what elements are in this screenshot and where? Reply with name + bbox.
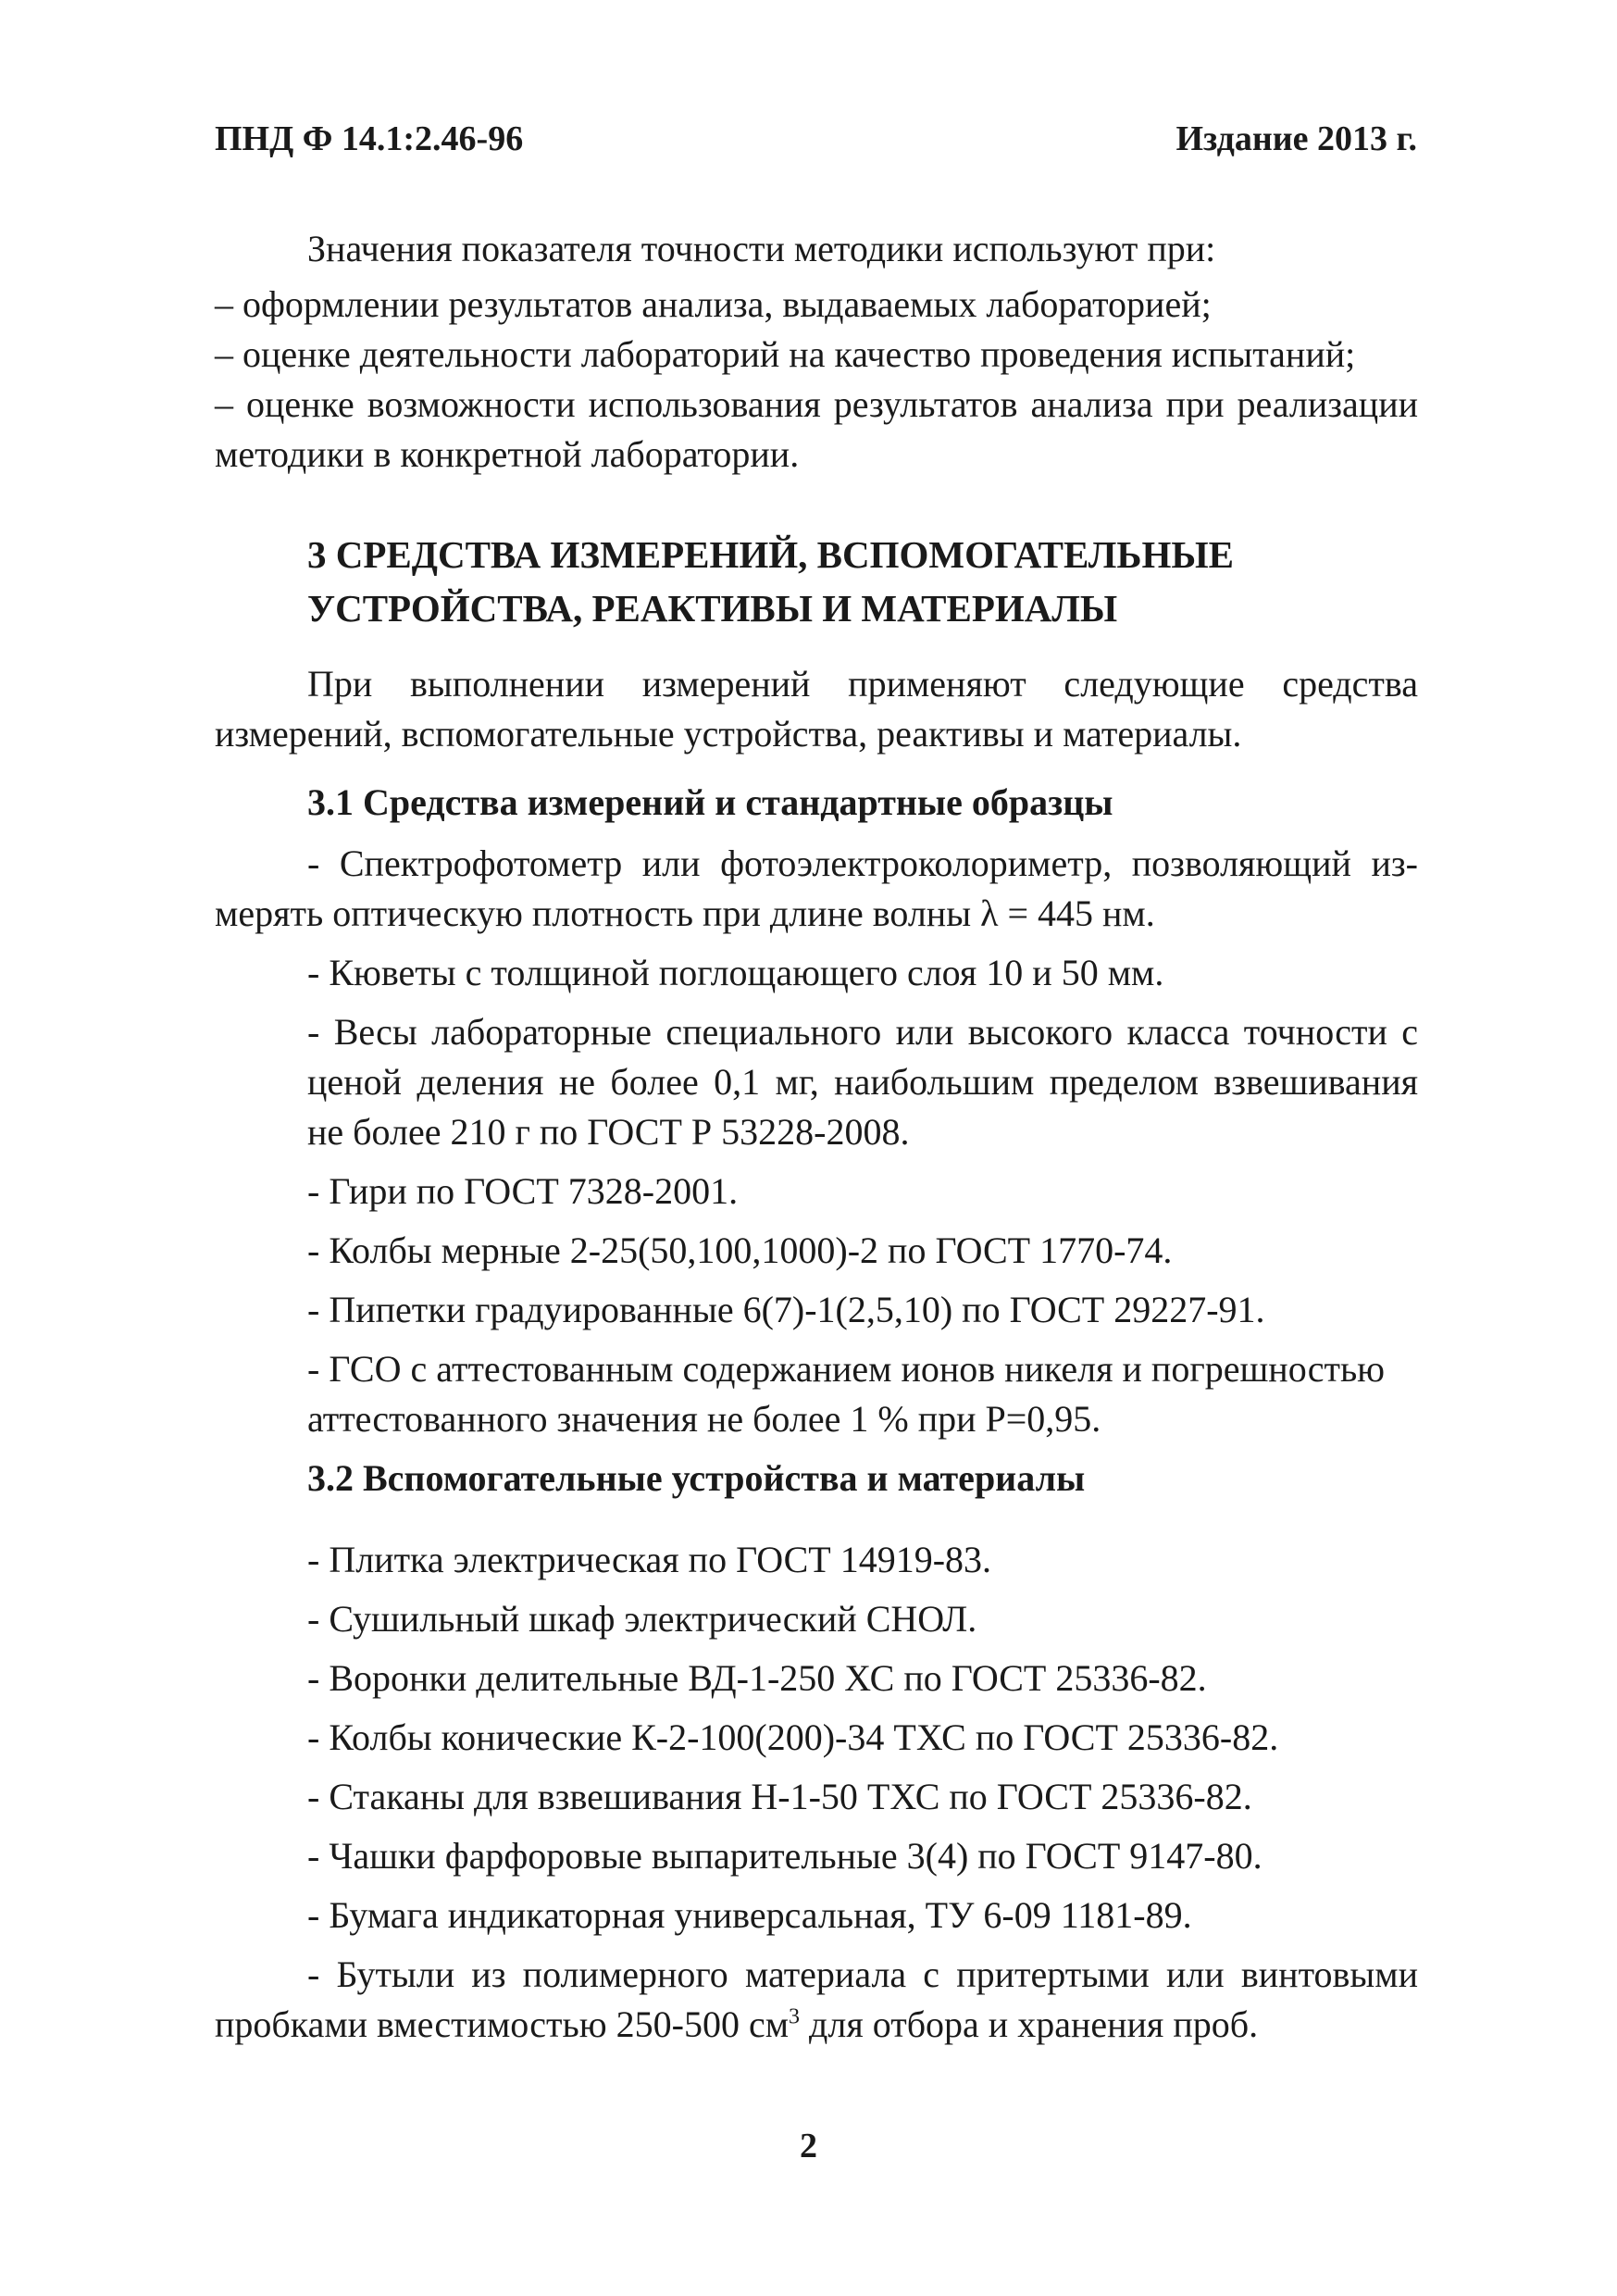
section-3-1 (215, 778, 1418, 828)
list-line-last (215, 2000, 1418, 2050)
list-line: мерять оптическую плотность при длине волны λ = 445 нм. (215, 892, 1155, 934)
document-id: ПНД Ф 14.1:2.46-96 (215, 119, 524, 158)
section-3-heading (215, 528, 1418, 635)
list-line: - Кюветы с толщиной поглощающего слоя 10 и 50 мм. (307, 952, 1164, 993)
list-line: - Пипетки градуированные 6(7)-1(2,5,10) по ГОСТ 29227-91. (307, 1289, 1265, 1330)
intro-list (215, 280, 1418, 480)
last-line-text-end: для отбора и хранения проб. (800, 2003, 1259, 2045)
paragraph-line: измерений, вспомогательные устройства, реактивы и материалы. (215, 713, 1242, 755)
section-3-2 (215, 1454, 1418, 1504)
intro-item: – оформлении результатов анализа, выдаваемых лабораторией; (215, 283, 1212, 325)
page-number: 2 (800, 2127, 817, 2165)
intro-item: – оценке возможности использования результатов анализа при реализации (215, 383, 1418, 425)
list-line: - Спектрофотометр или фотоэлектроколориметр, позволяющий из- (307, 842, 1418, 884)
section-3-intro (215, 659, 1418, 759)
superscript: 3 (789, 2004, 801, 2029)
list-line: - Стаканы для взвешивания Н-1-50 ТХС по ГОСТ 25336-82. (307, 1776, 1252, 1817)
paragraph-line: При выполнении измерений применяют следующие средства (307, 663, 1418, 705)
section-3-1-list (215, 839, 1418, 1444)
list-line: - Гири по ГОСТ 7328-2001. (307, 1170, 739, 1212)
list-line: - Плитка электрическая по ГОСТ 14919-83. (307, 1539, 992, 1580)
section-title-line: УСТРОЙСТВА, РЕАКТИВЫ И МАТЕРИАЛЫ (307, 587, 1118, 630)
list-line: - Бутыли из полимерного материала с притертыми или винтовыми (307, 1953, 1418, 1995)
intro-lead: Значения показателя точности методики используют при: (307, 228, 1216, 269)
intro-paragraph (215, 224, 1418, 274)
list-line: - Бумага индикаторная универсальная, ТУ 6-09 1181-89. (307, 1894, 1192, 1936)
list-line: - Чашки фарфоровые выпарительные 3(4) по ГОСТ 9147-80. (307, 1835, 1263, 1877)
intro-item: методики в конкретной лаборатории. (215, 433, 800, 475)
list-line: ценой деления не более 0,1 мг, наибольшим пределом взвешивания (307, 1061, 1418, 1103)
section-title-line: 3 СРЕДСТВА ИЗМЕРЕНИЙ, ВСПОМОГАТЕЛЬНЫЕ (307, 533, 1234, 576)
last-line-text: пробками вместимостью 250-500 см (215, 2003, 790, 2045)
subsection-title: 3.2 Вспомогательные устройства и материалы (307, 1457, 1086, 1499)
list-line: аттестованного значения не более 1 % при Р=0,95. (307, 1398, 1101, 1440)
list-line: - Колбы конические К-2-100(200)-34 ТХС по ГОСТ 25336-82. (307, 1716, 1279, 1758)
list-line: не более 210 г по ГОСТ Р 53228-2008. (307, 1111, 910, 1153)
list-line: - Весы лабораторные специального или высокого класса точности с (307, 1011, 1418, 1053)
section-3-2-list (215, 1535, 1418, 2050)
list-line: - Воронки делительные ВД-1-250 ХС по ГОСТ 25336-82. (307, 1657, 1207, 1699)
intro-item: – оценке деятельности лабораторий на качество проведения испытаний; (215, 333, 1356, 375)
list-line: - Сушильный шкаф электрический СНОЛ. (307, 1598, 977, 1640)
edition-label: Издание 2013 г. (1175, 119, 1417, 158)
subsection-title: 3.1 Средства измерений и стандартные образцы (307, 781, 1113, 823)
list-line: - ГСО с аттестованным содержанием ионов никеля и погрешностью (307, 1348, 1386, 1390)
list-line: - Колбы мерные 2-25(50,100,1000)-2 по ГОСТ 1770-74. (307, 1229, 1173, 1271)
